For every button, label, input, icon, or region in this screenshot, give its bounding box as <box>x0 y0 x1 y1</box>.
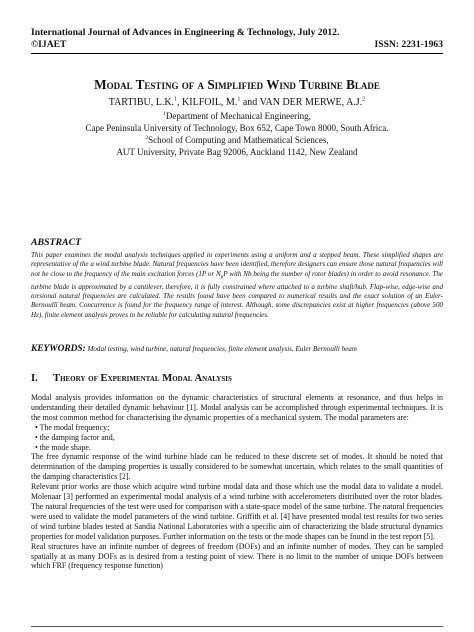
affiliation-1-address: Cape Peninsula University of Technology, Box 652, Cape Town 8000, South Africa. <box>85 123 389 133</box>
keywords <box>31 345 443 355</box>
bullet-item: • the mode shape. <box>35 442 91 452</box>
section-1-heading <box>31 372 232 385</box>
header-rule <box>31 53 443 54</box>
paragraph-1: Modal analysis provides information on the dynamic characteristics of structural elements at resonance, and thus helps in understanding their detailed dynamic behaviour [1]. Modal analysis can be accomplished through experimental techniques. It is the most common method for characterising the dynamic properties of a mechanical system. The modal parameters are: <box>31 393 443 422</box>
affil-1-text: Department of Mechanical Engineering, <box>165 111 311 121</box>
author-list <box>0 97 474 109</box>
author-3-affil: 2 <box>362 96 366 103</box>
abstract-part-1: This paper examines the modal analysis techniques applied in experiments using a uniform and a stepped beam. These simplified shapes are representative of the a wind turbine blade. Natural frequencies have been identified, therefore designers can ensure those natural frequencies will not be close to the frequency of the main excitation forces (1P or N <box>31 251 443 278</box>
affiliation-1-dept <box>0 111 474 122</box>
abstract-heading: ABSTRACT <box>31 237 82 248</box>
abstract-part-2: P with Nb being the number of rotor blades) in order to avoid resonance. The turbine blade is approximated by a cantilever, therefore, it is fully constrained where attached to a turbine shaft/hub. Flap-wise, edge-wise and torsional natural frequencies are calculated. The results found have been compared to numerical results and the exact solution of an Euler-Bernoulli beam. Concurrence is found for the frequency range of interest. Although, some discrepancies exist at higher frequencies (above 500 Hz), finite element analysis proves to be reliable for calculating natural frequencies. <box>31 269 443 319</box>
author-1-affil: 1 <box>174 96 178 103</box>
bullet-item: • The modal frequency; <box>35 422 110 432</box>
affiliation-2-address: AUT University, Private Bag 92006, Auckland 1142, New Zealand <box>116 147 358 157</box>
affil-2-mark: 2 <box>145 135 149 141</box>
affil-1-mark: 1 <box>163 111 166 117</box>
author-2: , KILFOIL, M. <box>177 97 238 108</box>
section-1-body <box>31 393 443 571</box>
journal-info-line <box>31 39 443 50</box>
paragraph-3: Relevant prior works are those which acquire wind turbine modal data and those which use the modal data to validate a model. Molenaar [3] performed an experimental modal analysis of a wind turbine with accelerometers distributed over the rotor blades. The natural frequencies of the test were used for comparison with a state-space model of the same turbine. The natural frequencies were used to validate the model parameters of the wind turbine. Griffith et al. [4] have presented modal test results for two series of wind turbine blades tested at Sandia National Laboratories with a specific aim of characterizing the blade structural dynamics properties for model validation purposes. Further information on the tests or the mode shapes can be found in the test report [5]. <box>31 482 443 541</box>
paragraph-4: Real structures have an infinite number of degrees of freedom (DOFs) and an infinite number of modes. They can be sampled spatially at as many DOFs as is desired from a testing point of view. There is no limit to the number of unique DOFs between which FRF (frequency response function) <box>31 541 443 571</box>
author-2-affil: 1 <box>237 96 241 103</box>
bullet-item: • the damping factor and, <box>35 432 115 442</box>
author-3: and VAN DER MERWE, A.J. <box>240 97 363 108</box>
affil-2-text: School of Computing and Mathematical Sciences, <box>148 135 329 145</box>
affiliation-2-dept <box>0 135 474 146</box>
abstract-text <box>31 251 443 320</box>
paragraph-2: The free dynamic response of the wind turbine blade can be reduced to these discrete set of modes. It should be noted that determination of the damping properties is usually considered to be somewhat uncertain, which relates to the small quantities of the damping characteristics [2]. <box>31 452 443 482</box>
section-1-title: Theory of Experimental Modal Analysis <box>53 373 232 384</box>
author-1: TARTIBU, L.K. <box>108 97 175 108</box>
section-1-number: I. <box>31 373 38 384</box>
journal-name: International Journal of Advances in Engineering & Technology, July 2012. <box>31 27 340 38</box>
journal-copyright: ©IJAET <box>31 39 67 50</box>
keywords-label: KEYWORDS: <box>31 344 86 354</box>
paper-title: Modal Testing of a Simplified Wind Turbine Blade <box>94 77 380 92</box>
journal-issn: ISSN: 2231-1963 <box>374 39 443 50</box>
keywords-text: Modal testing, wind turbine, natural frequencies, finite element analysis, Euler Bernoulli beam <box>85 345 357 353</box>
abstract-subscript: b <box>220 275 224 281</box>
footer-rule <box>31 626 443 627</box>
